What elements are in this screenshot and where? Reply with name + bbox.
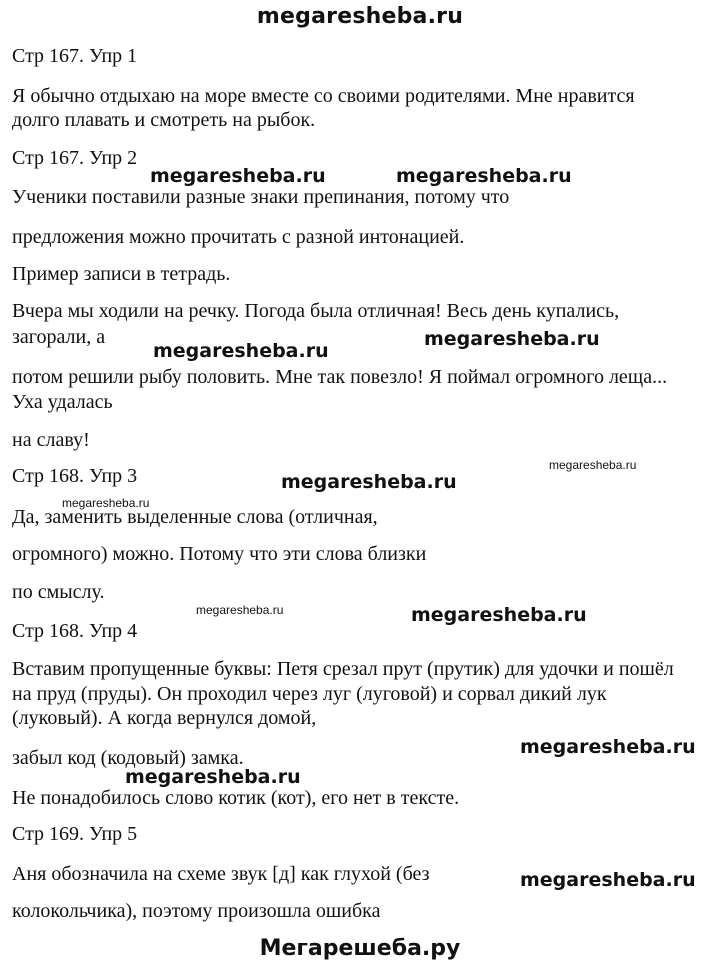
section-3-line-1: Да, заменить выделенные слова (отличная,	[12, 506, 378, 528]
section-3-line-3: по смыслу.	[12, 581, 105, 603]
watermark-large: megaresheba.ru	[424, 328, 600, 350]
watermark-small: megaresheba.ru	[62, 496, 150, 510]
section-4-line-1: Вставим пропущенные буквы: Петя срезал прут (прутик) для удочки и пошёл	[12, 658, 674, 680]
section-2-line-7: Уха удалась	[12, 391, 113, 413]
section-3-line-2: огромного) можно. Потому что эти слова близки	[12, 543, 427, 565]
section-2-line-2: предложения можно прочитать с разной интонацией.	[12, 226, 465, 248]
section-2-heading: Стр 167. Упр 2	[12, 147, 138, 169]
section-2-line-6: потом решили рыбу половить. Мне так повезло! Я поймал огромного леща...	[12, 366, 668, 388]
section-1-heading: Стр 167. Упр 1	[12, 45, 138, 67]
watermark-large: megaresheba.ru	[153, 340, 329, 362]
section-4-line-4: забыл код (кодовый) замка.	[12, 747, 244, 769]
watermark-large: megaresheba.ru	[520, 869, 696, 891]
section-4-line-5: Не понадобилось слово котик (кот), его нет в тексте.	[12, 787, 460, 809]
section-1-line-2: долго плавать и смотреть на рыбок.	[12, 109, 316, 131]
section-5-line-2: колокольчика), поэтому произошла ошибка	[12, 900, 381, 922]
section-2-line-3: Пример записи в тетрадь.	[12, 263, 231, 285]
watermark-large: megaresheba.ru	[125, 766, 301, 788]
watermark-large: megaresheba.ru	[281, 471, 457, 493]
site-footer: Мегарешеба.ру	[259, 936, 461, 961]
section-2-line-4: Вчера мы ходили на речку. Погода была отличная! Весь день купались,	[12, 300, 620, 322]
section-2-line-5: загорали, а	[12, 326, 106, 348]
section-1-line-1: Я обычно отдыхаю на море вместе со своими родителями. Мне нравится	[12, 85, 635, 107]
watermark-large: megaresheba.ru	[396, 165, 572, 187]
watermark-large: megaresheba.ru	[520, 736, 696, 758]
watermark-small: megaresheba.ru	[549, 458, 637, 472]
section-4-line-2: на пруд (пруды). Он проходил через луг (луговой) и сорвал дикий лук	[12, 683, 607, 705]
section-5-line-1: Аня обозначила на схеме звук [д] как глухой (без	[12, 863, 430, 885]
watermark-large: megaresheba.ru	[150, 165, 326, 187]
section-5-heading: Стр 169. Упр 5	[12, 823, 138, 845]
watermark-large: megaresheba.ru	[411, 604, 587, 626]
watermark-small: megaresheba.ru	[196, 603, 284, 617]
section-3-heading: Стр 168. Упр 3	[12, 465, 138, 487]
section-2-line-8: на славу!	[12, 429, 90, 451]
site-header: megaresheba.ru	[256, 4, 464, 29]
section-2-line-1: Ученики поставили разные знаки препинания, потому что	[12, 186, 510, 208]
section-4-heading: Стр 168. Упр 4	[12, 620, 138, 642]
section-4-line-3: (луковый). А когда вернулся домой,	[12, 707, 317, 729]
